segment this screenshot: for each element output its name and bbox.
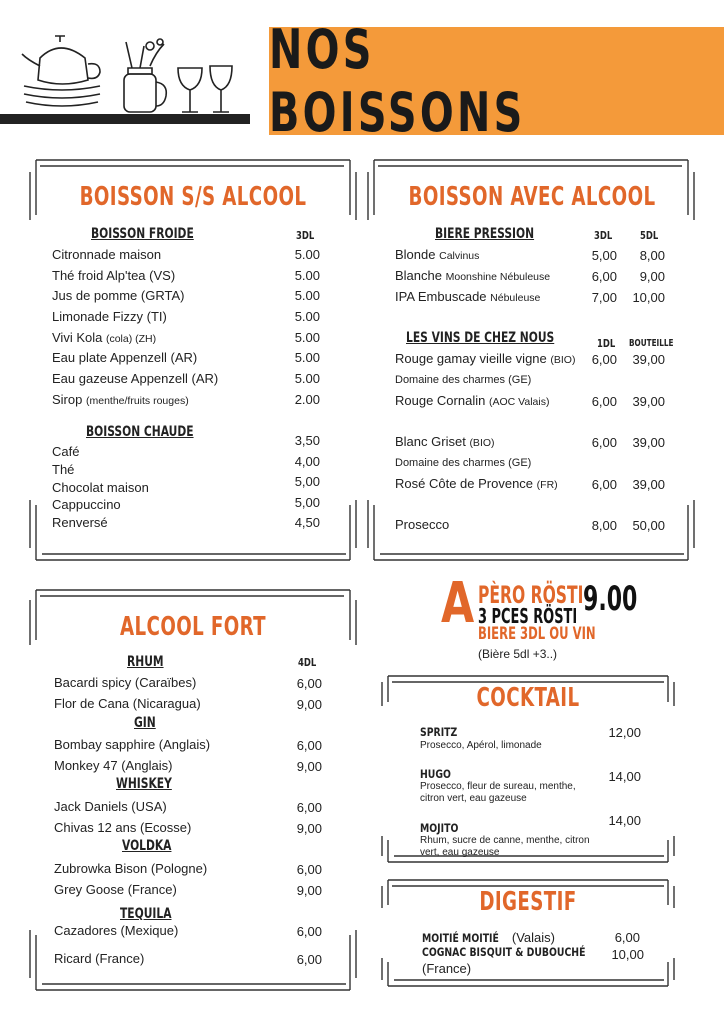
price: 6,00 — [296, 952, 322, 967]
menu-item: Rouge gamay vieille vigne (BIO) — [395, 351, 576, 366]
price: 9,00 — [639, 269, 665, 284]
cocktail-description: Rhum, sucre de canne, menthe, citron vert, eau gazeuse — [420, 835, 590, 858]
subsection-vins: LES VINS DE CHEZ NOUS — [406, 330, 555, 346]
menu-item: Thé froid Alp'tea (VS) — [52, 267, 176, 283]
price: 39,00 — [632, 352, 665, 367]
menu-item: Cappuccino — [52, 497, 121, 513]
menu-item: Ricard (France) — [54, 951, 145, 966]
menu-item: Rosé Côte de Provence (FR) — [395, 476, 558, 491]
price: 6,00 — [296, 676, 322, 691]
menu-item: Prosecco — [395, 517, 450, 532]
price: 4,50 — [294, 515, 320, 531]
price: 6,00 — [296, 800, 322, 815]
menu-item: Jus de pomme (GRTA) — [52, 288, 185, 304]
menu-item: Blanche Moonshine Nébuleuse — [395, 268, 551, 283]
price: 6,00 — [591, 394, 617, 409]
menu-item: Thé — [52, 461, 75, 477]
price: 10,00 — [611, 947, 644, 962]
digestif-name: COGNAC BISQUIT & DUBOUCHÉ — [422, 945, 586, 959]
apero-line-drink: BIERE 3DL OU VIN — [478, 624, 596, 644]
title-banner — [269, 18, 724, 144]
unit-header-3dl: 3DL — [296, 229, 315, 242]
unit-header-3dl: 3DL — [594, 229, 613, 242]
unit-header-bouteille: BOUTEILLE — [629, 338, 674, 349]
unit-header-5dl: 5DL — [640, 229, 659, 242]
cold-drink-prices — [272, 247, 320, 413]
menu-item: Vivi Kola (cola) (ZH) — [52, 329, 157, 345]
subsection-tequila: TEQUILA — [120, 906, 172, 922]
menu-item: Citronnade maison — [52, 247, 162, 262]
apero-line-rosti: 3 PCES RÖSTI — [478, 604, 578, 628]
menu-item: Zubrowka Bison (Pologne) — [54, 861, 208, 876]
tableware-illustration — [0, 28, 250, 128]
menu-item-subtitle: Domaine des charmes (GE) — [395, 374, 532, 386]
section-title-digestif: DIGESTIF — [479, 887, 577, 917]
price: 6,00 — [296, 924, 322, 939]
hot-drink-list — [52, 444, 149, 533]
subsection-boisson-froide: BOISSON FROIDE — [91, 226, 194, 242]
price: 5,00 — [294, 494, 320, 510]
section-title-avec-alcool: BOISSON AVEC ALCOOL — [408, 182, 656, 212]
price: 6,00 — [296, 862, 322, 877]
menu-item: Café — [52, 444, 80, 459]
subsection-whiskey: WHISKEY — [116, 776, 172, 792]
price: 14,00 — [608, 813, 641, 828]
digestif-origin: (France) — [422, 961, 472, 976]
price: 5.00 — [294, 371, 320, 387]
price: 8,00 — [591, 518, 617, 533]
price: 6,00 — [591, 269, 617, 284]
menu-item-subtitle: Domaine des charmes (GE) — [395, 457, 532, 469]
price: 6,00 — [591, 435, 617, 450]
menu-item: Bombay sapphire (Anglais) — [54, 737, 211, 752]
apero-note: (Bière 5dl +3..) — [478, 647, 558, 661]
hot-drink-prices — [272, 433, 320, 536]
page-title: NOS BOISSONS — [269, 18, 526, 144]
price: 5.00 — [294, 288, 320, 304]
menu-item: Flor de Cana (Nicaragua) — [54, 696, 201, 711]
cocktail-name: SPRITZ — [420, 725, 458, 739]
price: 5.00 — [294, 350, 320, 366]
menu-item: Chivas 12 ans (Ecosse) — [54, 820, 192, 835]
menu-item: Chocolat maison — [52, 479, 149, 495]
menu-item: Blonde Calvinus — [395, 247, 480, 262]
price: 14,00 — [608, 769, 641, 784]
price: 39,00 — [632, 435, 665, 450]
subsection-biere-pression: BIERE PRESSION — [435, 226, 535, 242]
price: 5.00 — [294, 309, 320, 325]
price: 9,00 — [296, 759, 322, 774]
menu-item: Sirop (menthe/fruits rouges) — [52, 391, 189, 407]
price: 39,00 — [632, 394, 665, 409]
apero-price: 9.00 — [583, 579, 638, 619]
menu-item: Renversé — [52, 515, 108, 531]
unit-header-1dl: 1DL — [597, 337, 616, 350]
cocktail-description: Prosecco, Apérol, limonade — [420, 740, 542, 751]
price: 5.00 — [294, 329, 320, 345]
subsection-gin: GIN — [134, 715, 156, 731]
price: 5,00 — [294, 474, 320, 490]
menu-item: Limonade Fizzy (TI) — [52, 309, 167, 325]
price: 9,00 — [296, 821, 322, 836]
section-title-cocktail: COCKTAIL — [476, 683, 580, 713]
apero-title: PÈRO RÖSTI — [478, 581, 584, 609]
price: 7,00 — [591, 290, 617, 305]
price: 10,00 — [632, 290, 665, 305]
price: 2.00 — [294, 391, 320, 407]
digestif-name: MOITIÉ MOITIÉ — [422, 931, 499, 945]
price: 4,00 — [294, 453, 320, 469]
price: 8,00 — [639, 248, 665, 263]
menu-item: Jack Daniels (USA) — [54, 799, 167, 814]
section-title-sans-alcool: BOISSON S/S ALCOOL — [79, 182, 307, 212]
price: 9,00 — [296, 697, 322, 712]
cold-drink-list — [52, 247, 218, 413]
menu-item: Grey Goose (France) — [54, 882, 177, 897]
price: 6,00 — [591, 477, 617, 492]
apero-initial-letter: A — [441, 571, 475, 636]
menu-item: Bacardi spicy (Caraïbes) — [54, 675, 197, 690]
price: 12,00 — [608, 725, 641, 740]
price: 50,00 — [632, 518, 665, 533]
unit-header-4dl: 4DL — [298, 656, 317, 669]
price: 5,00 — [591, 248, 617, 263]
section-title-alcool-fort: ALCOOL FORT — [120, 612, 266, 642]
price: 5.00 — [294, 267, 320, 283]
subsection-voldka: VOLDKA — [122, 838, 172, 854]
price: 6,00 — [591, 352, 617, 367]
price: 3,50 — [294, 433, 320, 448]
menu-item: Blanc Griset (BIO) — [395, 434, 495, 449]
menu-item: Cazadores (Mexique) — [54, 923, 179, 938]
subsection-boisson-chaude: BOISSON CHAUDE — [86, 424, 194, 440]
menu-item: Eau gazeuse Appenzell (AR) — [52, 371, 219, 387]
price: 6,00 — [296, 738, 322, 753]
price: 6,00 — [614, 930, 640, 945]
cocktail-name: HUGO — [420, 767, 451, 781]
cocktail-description: Prosecco, fleur de sureau, menthe, citron vert, eau gazeuse — [420, 781, 576, 804]
price: 39,00 — [632, 477, 665, 492]
menu-item: Rouge Cornalin (AOC Valais) — [395, 393, 550, 408]
subsection-rhum: RHUM — [127, 654, 164, 670]
menu-item: Eau plate Appenzell (AR) — [52, 350, 198, 366]
menu-item: Monkey 47 (Anglais) — [54, 758, 173, 773]
price: 9,00 — [296, 883, 322, 898]
cocktail-name: MOJITO — [420, 821, 459, 835]
menu-item: IPA Embuscade Nébuleuse — [395, 289, 541, 304]
price: 5.00 — [294, 247, 320, 262]
digestif-origin: (Valais) — [511, 930, 555, 945]
